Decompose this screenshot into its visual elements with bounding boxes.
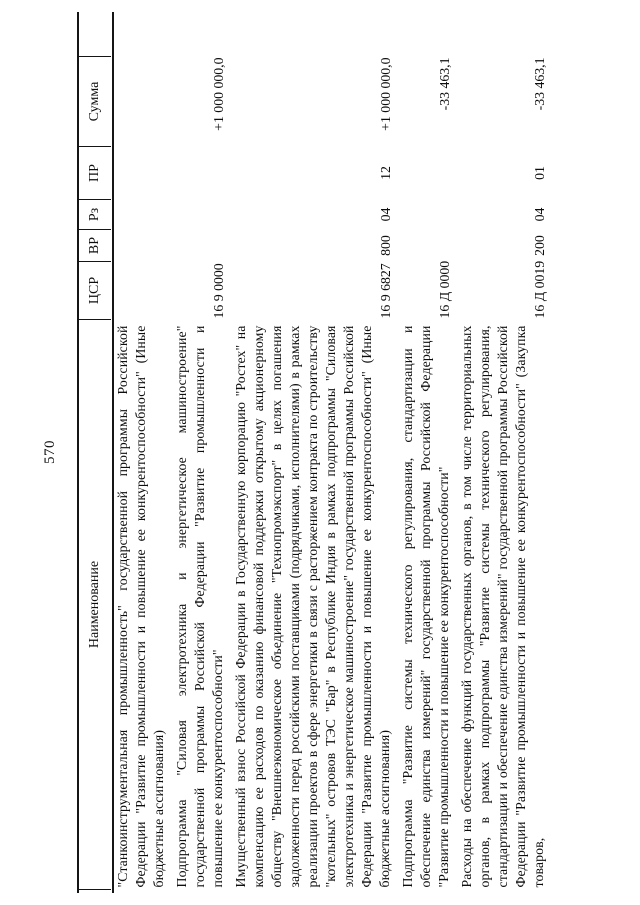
header-vr: ВР — [78, 230, 111, 262]
pr-cell — [396, 147, 455, 200]
csr-cell: 16 Д 0000 — [437, 260, 452, 319]
header-pr: ПР — [78, 147, 111, 200]
pr-cell: 12 — [378, 166, 393, 180]
name-cell: Подпрограмма "Силовая электротехника и энергетическое машиностроение" государственной программы Российской Федерации "Развитие промышленности и повышение ее конкурентоспособности" — [174, 325, 225, 888]
sum-cell: +1 000 000,0 — [211, 57, 226, 131]
table-row — [170, 57, 229, 890]
table-body — [111, 57, 550, 890]
vr-cell: 800 — [378, 235, 393, 256]
rz-cell: 04 — [532, 207, 547, 222]
table-row — [229, 57, 396, 890]
name-cell: Расходы на обеспечение функций государственных органов, в том числе территориальных органов, в рамках подпрограммы "Развитие системы технического регулирования, стандартизации и обеспечение единства измерений" государственной программы Российской Федерации "Развитие промышленности и повышение ее конкурентоспособности" (Закупка товаров, — [459, 325, 546, 888]
pr-cell: 01 — [532, 166, 547, 180]
csr-cell: 16 9 6827 — [378, 263, 393, 319]
csr-cell: 16 9 0000 — [211, 263, 226, 319]
name-cell: Подпрограмма "Развитие системы технического регулирования, стандартизации и обеспечение единства измерений" государственной программы Российской Федерации "Развитие промышленности и повышение ее конкурентоспособности" — [400, 325, 451, 888]
sum-cell — [111, 57, 170, 147]
header-name: Наименование — [78, 320, 111, 890]
page-number: 570 — [42, 440, 58, 464]
pr-cell — [170, 147, 229, 200]
rz-cell — [170, 200, 229, 230]
name-cell: Имущественный взнос Российской Федерации в Государственную корпорацию "Ростех" на компенсацию ее расходов по оказанию финансовой поддержки открытому акционерному обществу "Внешнеэкономическое объединение "Технопромэкспорт" в целях погашения задолженности перед российскими поставщиками (подрядчиками, исполнителями) в рамках реализации проектов в сфере энергетики в связи с расторжением контракта по строительству "котельных" островов ТЭС "Бар" в Республике Индия в рамках подпрограммы "Силовая электротехника и энергетическое машиностроение" государственной программы Российской Федерации "Развитие промышленности и повышение ее конкурентоспособности" (Иные бюджетные ассигнования) — [233, 325, 392, 888]
vr-cell: 200 — [532, 235, 547, 256]
sum-cell: -33 463,1 — [532, 57, 547, 111]
csr-cell — [111, 262, 170, 320]
table-row — [455, 57, 550, 890]
header-csr: ЦСР — [78, 262, 111, 320]
vr-cell — [170, 230, 229, 262]
name-cell: "Станкоинструментальная промышленность" государственной программы Российской Федерации "Развитие промышленности и повышение ее конкурентоспособности" (Иные бюджетные ассигнования) — [115, 325, 166, 888]
rz-cell — [396, 200, 455, 230]
csr-cell: 16 Д 0019 — [532, 260, 547, 319]
sum-cell: +1 000 000,0 — [378, 57, 393, 131]
table-row — [111, 57, 170, 890]
header-rz: Рз — [78, 200, 111, 230]
vr-cell — [111, 230, 170, 262]
rz-cell — [111, 200, 170, 230]
table-header — [78, 57, 111, 890]
budget-table — [78, 56, 550, 890]
header-row — [78, 57, 111, 890]
table-row — [396, 57, 455, 890]
vr-cell — [396, 230, 455, 262]
sum-cell: -33 463,1 — [437, 57, 452, 111]
header-sum: Сумма — [78, 57, 111, 147]
rz-cell: 04 — [378, 207, 393, 222]
pr-cell — [111, 147, 170, 200]
